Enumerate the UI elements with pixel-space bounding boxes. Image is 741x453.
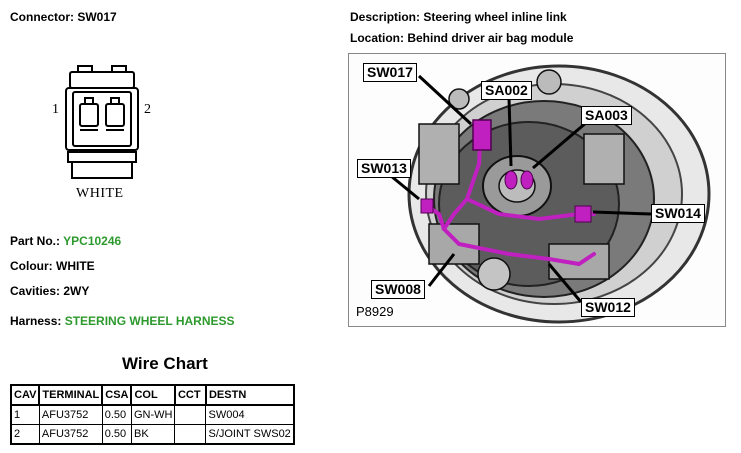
callout-sa003: SA003 — [581, 106, 632, 125]
colour-value: WHITE — [56, 259, 95, 273]
connector-diagram — [40, 60, 180, 210]
description-key: Description: — [350, 10, 421, 24]
photo-id: P8929 — [353, 304, 397, 319]
part-no-value[interactable]: YPC10246 — [63, 234, 122, 248]
cell-destn: S/JOINT SWS02 — [206, 425, 294, 445]
cell-cct — [175, 405, 206, 425]
part-no-key: Part No.: — [10, 234, 61, 248]
harness-key: Harness: — [10, 314, 62, 328]
pin-1-label: 1 — [52, 102, 59, 117]
header-csa: CSA — [102, 385, 131, 405]
description-label — [350, 10, 567, 24]
harness-value[interactable]: STEERING WHEEL HARNESS — [64, 314, 235, 328]
connector-color-label: WHITE — [76, 186, 124, 201]
cavities-row — [10, 284, 89, 298]
callout-sw012: SW012 — [581, 298, 635, 317]
table-row — [11, 425, 294, 445]
cell-cct — [175, 425, 206, 445]
location-value: Behind driver air bag module — [407, 31, 574, 45]
pin-2-label: 2 — [144, 102, 151, 117]
table-row — [11, 405, 294, 425]
part-no-row — [10, 234, 121, 248]
harness-row — [10, 314, 235, 328]
cell-col: BK — [131, 425, 175, 445]
location-key: Location: — [350, 31, 404, 45]
cavities-key: Cavities: — [10, 284, 61, 298]
location-photo — [348, 53, 726, 327]
cell-col: GN-WH — [131, 405, 175, 425]
header-cct: CCT — [175, 385, 206, 405]
header-col: COL — [131, 385, 175, 405]
location-label — [350, 31, 573, 45]
connector-label-key: Connector: — [10, 10, 74, 24]
callout-sw017: SW017 — [363, 63, 417, 82]
description-value: Steering wheel inline link — [423, 10, 567, 24]
callout-sw008: SW008 — [371, 280, 425, 299]
wire-chart-title: Wire Chart — [122, 354, 208, 373]
header-terminal: TERMINAL — [39, 385, 102, 405]
wire-chart-header-row — [11, 385, 294, 405]
connector-id: SW017 — [77, 10, 117, 24]
cell-cav: 2 — [11, 425, 39, 445]
cell-cav: 1 — [11, 405, 39, 425]
cell-destn: SW004 — [206, 405, 294, 425]
callout-sw014: SW014 — [651, 204, 705, 223]
cell-csa: 0.50 — [102, 405, 131, 425]
header-destn: DESTN — [206, 385, 294, 405]
callout-sw013: SW013 — [357, 159, 411, 178]
cell-terminal: AFU3752 — [39, 405, 102, 425]
cell-terminal: AFU3752 — [39, 425, 102, 445]
wire-chart-table — [10, 384, 295, 445]
connector-label — [10, 10, 117, 24]
callout-sa002: SA002 — [481, 81, 532, 100]
cell-csa: 0.50 — [102, 425, 131, 445]
colour-key: Colour: — [10, 259, 53, 273]
cavities-value: 2WY — [63, 284, 90, 298]
header-cav: CAV — [11, 385, 39, 405]
colour-row — [10, 259, 95, 273]
